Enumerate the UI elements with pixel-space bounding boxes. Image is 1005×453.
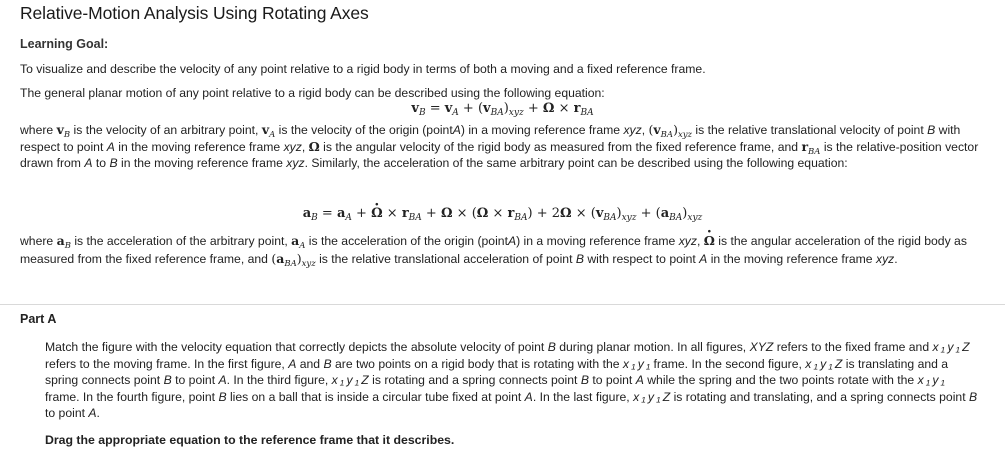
page-title: Relative-Motion Analysis Using Rotating Axes <box>20 3 369 23</box>
velocity-equation: $v_B = v_A + (v_{BA})_{xyz} + \Omega \times r_{BA}$ <box>411 101 594 118</box>
section-divider <box>0 304 1005 305</box>
learning-goal-label: Learning Goal: <box>20 37 109 51</box>
part-a-instructions: Match the figure with the velocity equation that correctly depicts the absolute velocity of point B during planar motion. In all figures, XYZ refers to the fixed frame and x ₁ y ₁ Z refers to the moving frame. In the first figure, A and B are two points on a rigid body that is rotating with the x ₁ y ₁ frame. In the second figure, x ₁ y ₁ Z is translating and a spring connects point B to point A. In the third figure, x ₁ y ₁ Z is rotating and a spring connects point B to point A while the spring and the two points rotate with the x ₁ y ₁ frame. In the fourth figure, point B lies on a ball that is inside a circular tube fixed at point A. In the last figure, x ₁ y ₁ Z is rotating and translating, and a spring connects point B to point A. <box>45 340 978 420</box>
drag-instruction: Drag the appropriate equation to the reference frame that it describes. <box>45 433 455 447</box>
acceleration-definition-text: where $a_B$ is the acceleration of the arbitrary point, $a_A$ is the acceleration of the origin (pointA) in a moving reference frame xyz, · Ω is the angular acceleration of the rigid body as measured from the fixed reference frame, and $(a_{BA})_{xyz}$ is the relative translational acceleration of point B with respect to point A in the moving reference frame xyz. <box>20 232 995 269</box>
acceleration-equation: $a_B = a_A$ + · $\Omega \times r_{BA} + \Omega \times (\Omega \times r_{BA}) + 2\Omega \times (v_{BA})_{xyz} + (a_{BA})_{xyz}$ <box>0 206 1005 221</box>
learning-goal-text: To visualize and describe the velocity of any point relative to a rigid body in terms of both a moving and a fixed reference frame. <box>20 62 706 76</box>
part-a-heading: Part A <box>20 312 57 326</box>
general-motion-text: The general planar motion of any point relative to a rigid body can be described using the following equation: <box>20 86 605 100</box>
velocity-definition-text: where $v_B$ is the velocity of an arbitrary point, $v_A$ is the velocity of the origin (pointA) in a moving reference frame xyz, $(v_{BA})_{xyz}$ is the relative translational velocity of point B with respect to point A in the moving reference frame xyz, Ω is the angular velocity of the rigid body as measured from the fixed reference frame, and $r_{BA}$ is the relative-position vector drawn from A to B in the moving reference frame xyz. Similarly, the acceleration of the same arbitrary point can be described using the following equation: <box>20 122 979 171</box>
